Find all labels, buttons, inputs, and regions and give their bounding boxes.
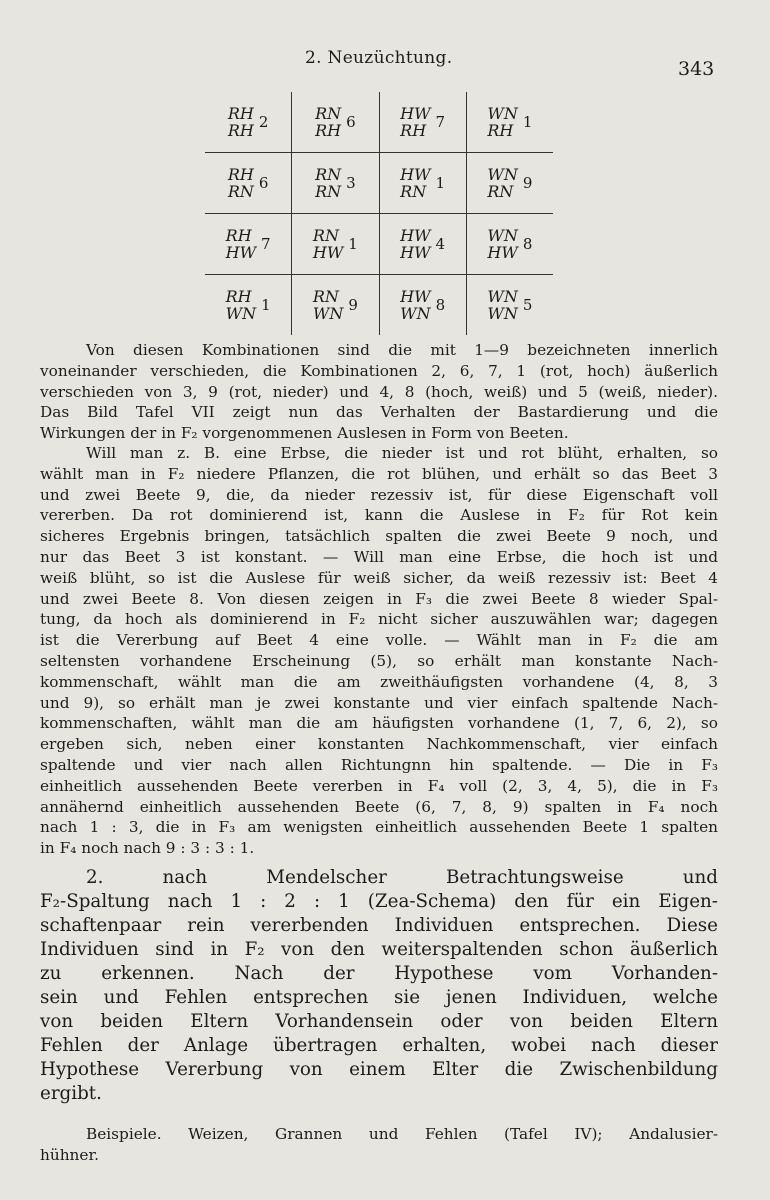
paragraph-mendel xyxy=(40,866,718,1106)
combination-number: 1 xyxy=(261,296,271,314)
combination-number: 6 xyxy=(258,174,269,192)
text-line: schaftenpaar rein vererbenden Individuen entsprechen. Diese xyxy=(40,915,718,936)
genotype-bottom: RH xyxy=(227,121,254,140)
genotype-bottom: HW xyxy=(312,243,344,262)
genotype-bottom: HW xyxy=(400,243,431,262)
text-line: und zwei Beete 8. Von diesen zeigen in F₃ die zwei Beete 8 wieder Spal- xyxy=(40,589,718,608)
genotype-bottom: RH xyxy=(315,121,342,140)
text-line: Beispiele. Weizen, Grannen und Fehlen (Tafel IV); Andalusier- xyxy=(86,1125,718,1143)
combination-number: 1 xyxy=(348,235,358,253)
text-line: voneinander verschieden, die Kombinationen 2, 6, 7, 1 (rot, hoch) äußerlich xyxy=(40,361,718,380)
table-cell xyxy=(466,92,553,153)
text-line: wählt man in F₂ niedere Pflanzen, die rot blühen, und erhält so das Beet 3 xyxy=(40,464,718,483)
text-line: spaltende und vier nach allen Richtungnn hin spaltende. — Die in F₃ xyxy=(40,755,718,774)
text-line: F₂-Spaltung nach 1 : 2 : 1 (Zea-Schema) den für ein Eigen- xyxy=(40,891,718,912)
text-line: Wirkungen der in F₂ vorgenommenen Auslesen in Form von Beeten. xyxy=(40,424,569,443)
text-line: ist die Vererbung auf Beet 4 eine volle. — Wählt man in F₂ die am xyxy=(40,631,718,650)
combination-table xyxy=(205,92,553,335)
text-line: Will man z. B. eine Erbse, die nieder ist und rot blüht, erhalten, so xyxy=(86,444,718,462)
genotype-top: RH xyxy=(227,104,254,123)
text-line: sicheres Ergebnis bringen, tatsächlich spalten die zwei Beete 9 noch, und xyxy=(40,527,718,546)
combination-number: 1 xyxy=(522,113,533,131)
genotype-top: RH xyxy=(225,287,252,306)
text-line: Fehlen der Anlage übertragen erhalten, wobei nach dieser xyxy=(40,1035,718,1056)
combination-number: 4 xyxy=(435,235,446,253)
combination-number: 9 xyxy=(348,296,358,314)
text-line: Hypothese Vererbung von einem Elter die Zwischenbildung xyxy=(40,1059,718,1080)
table-cell xyxy=(205,275,292,336)
combination-number: 7 xyxy=(261,235,271,253)
table-cell xyxy=(379,214,466,275)
table-cell xyxy=(205,153,292,214)
genotype-top: RN xyxy=(315,165,342,184)
text-line: verschieden von 3, 9 (rot, nieder) und 4, 8 (hoch, weiß) und 5 (weiß, nieder). xyxy=(40,382,718,401)
genotype-bottom: WN xyxy=(487,304,518,323)
text-line: kommenschaft, wählt man die am zweithäufigsten vorhandene (4, 8, 3 xyxy=(40,672,718,691)
genotype-top: WN xyxy=(487,104,518,123)
genotype-top: WN xyxy=(487,226,518,245)
genotype-top: HW xyxy=(400,287,431,306)
genotype-bottom: WN xyxy=(400,304,431,323)
combination-number: 8 xyxy=(522,235,533,253)
text-line: und zwei Beete 9, die, da nieder rezessiv ist, für diese Eigenschaft voll xyxy=(40,485,718,504)
table-row xyxy=(205,153,553,214)
table-cell xyxy=(292,92,379,153)
combination-number: 7 xyxy=(435,113,446,131)
combination-number: 6 xyxy=(346,113,356,131)
genotype-top: HW xyxy=(400,104,431,123)
text-line: tung, da hoch als dominierend in F₂ nicht sicher auszuwählen war; dagegen xyxy=(40,610,718,629)
text-line: seltensten vorhandene Erscheinung (5), so erhält man konstante Nach- xyxy=(40,651,718,670)
page-number: 343 xyxy=(678,58,715,80)
text-line: nur das Beet 3 ist konstant. — Will man eine Erbse, die hoch ist und xyxy=(40,547,718,566)
table-cell xyxy=(292,153,379,214)
paragraph-beispiele xyxy=(40,1124,718,1166)
table-row xyxy=(205,275,553,336)
table-cell xyxy=(466,275,553,336)
text-line: Das Bild Tafel VII zeigt nun das Verhalten der Bastardierung und die xyxy=(40,403,718,422)
text-line: weiß blüht, so ist die Auslese für weiß sicher, da weiß rezessiv ist: Beet 4 xyxy=(40,568,718,587)
genotype-bottom: RH xyxy=(400,121,427,140)
genotype-bottom: RH xyxy=(487,121,514,140)
table-cell xyxy=(379,153,466,214)
genotype-top: RH xyxy=(227,165,254,184)
text-line: sein und Fehlen entsprechen sie jenen Individuen, welche xyxy=(40,987,718,1008)
text-line: vererben. Da rot dominierend ist, kann die Auslese in F₂ für Rot kein xyxy=(40,506,718,525)
genotype-top: RN xyxy=(315,104,342,123)
table-cell xyxy=(379,92,466,153)
text-line: nach 1 : 3, die in F₃ am wenigsten einheitlich aussehenden Beete 1 spalten xyxy=(40,818,718,837)
genotype-top: WN xyxy=(487,287,518,306)
running-head xyxy=(0,48,770,78)
text-line: annähernd einheitlich aussehenden Beete (6, 7, 8, 9) spalten in F₄ noch xyxy=(40,797,718,816)
table-row xyxy=(205,214,553,275)
text-line: einheitlich aussehenden Beete vererben in F₄ voll (2, 3, 4, 5), die in F₃ xyxy=(40,776,718,795)
genotype-bottom: HW xyxy=(487,243,518,262)
genotype-bottom: RN xyxy=(315,182,342,201)
text-line: hühner. xyxy=(40,1145,99,1164)
genotype-top: HW xyxy=(400,226,431,245)
genotype-top: RN xyxy=(312,287,339,306)
combination-number: 3 xyxy=(346,174,356,192)
text-line: kommenschaften, wählt man die am häufigsten vorhandene (1, 7, 6, 2), so xyxy=(40,714,718,733)
combination-number: 2 xyxy=(258,113,269,131)
genotype-bottom: WN xyxy=(312,304,344,323)
genotype-bottom: RN xyxy=(487,182,514,201)
running-title: 2. Neuzüchtung. xyxy=(305,48,453,68)
table-cell xyxy=(466,214,553,275)
genotype-bottom: RN xyxy=(227,182,254,201)
combination-number: 5 xyxy=(522,296,533,314)
genotype-top: WN xyxy=(487,165,518,184)
genotype-top: HW xyxy=(400,165,431,184)
text-line: 2. nach Mendelscher Betrachtungsweise und xyxy=(86,867,718,888)
text-line: Individuen sind in F₂ von den weiterspaltenden schon äußerlich xyxy=(40,939,718,960)
paragraph-examples xyxy=(40,443,718,859)
table-cell xyxy=(466,153,553,214)
text-line: Von diesen Kombinationen sind die mit 1—9 bezeichneten innerlich xyxy=(86,341,718,359)
text-line: und 9), so erhält man je zwei konstante und vier einfach spaltende Nach- xyxy=(40,693,718,712)
genotype-bottom: RN xyxy=(400,182,427,201)
genotype-top: RN xyxy=(312,226,339,245)
text-line: in F₄ noch nach 9 : 3 : 3 : 1. xyxy=(40,839,255,858)
table-cell xyxy=(292,214,379,275)
table-row xyxy=(205,92,553,153)
table-cell xyxy=(379,275,466,336)
combination-number: 1 xyxy=(435,174,446,192)
paragraph-combinations xyxy=(40,340,718,444)
text-line: ergeben sich, neben einer konstanten Nachkommenschaft, vier einfach xyxy=(40,735,718,754)
genotype-bottom: WN xyxy=(225,304,257,323)
text-line: von beiden Eltern Vorhandensein oder von beiden Eltern xyxy=(40,1011,718,1032)
table-cell xyxy=(205,214,292,275)
combination-number: 8 xyxy=(435,296,446,314)
genotype-bottom: HW xyxy=(225,243,257,262)
combination-number: 9 xyxy=(522,174,533,192)
table-cell xyxy=(205,92,292,153)
text-line: ergibt. xyxy=(40,1083,102,1104)
text-line: zu erkennen. Nach der Hypothese vom Vorhanden- xyxy=(40,963,718,984)
table-cell xyxy=(292,275,379,336)
genotype-top: RH xyxy=(225,226,252,245)
